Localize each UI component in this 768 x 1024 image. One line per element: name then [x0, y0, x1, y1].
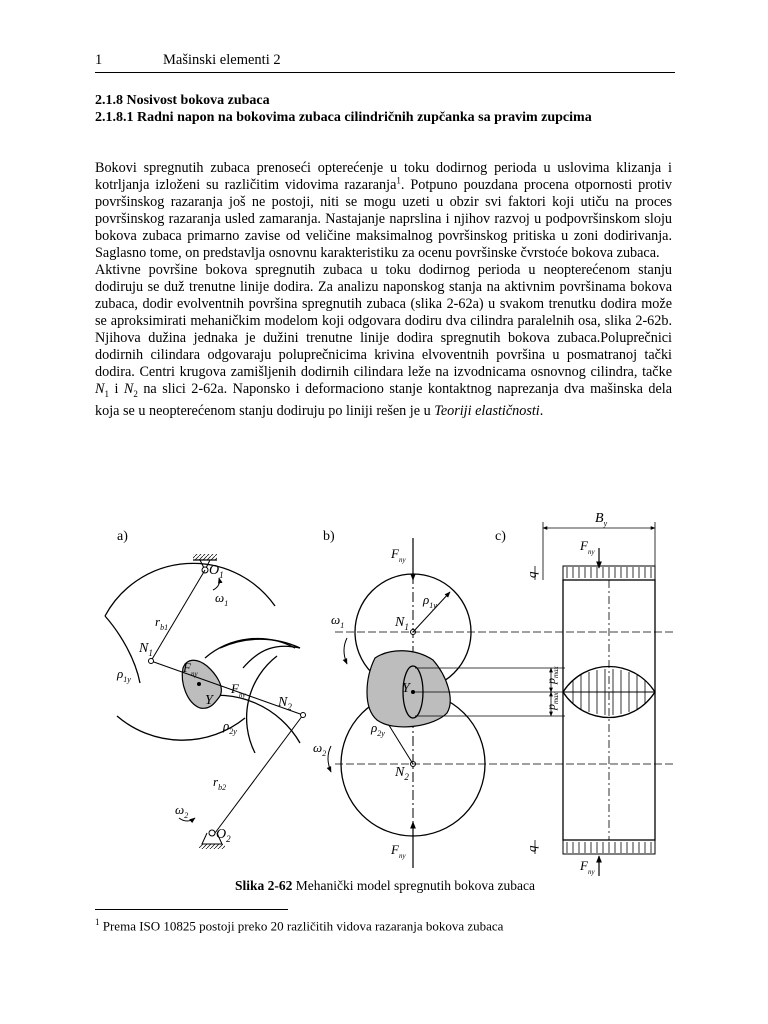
label-omega2-a: $\omega_2$ [175, 802, 189, 820]
label-y-b: Y [402, 681, 410, 696]
label-rho2y-a: $\rho_{2y}$ [223, 718, 237, 736]
label-n1-a: $N_1$ [139, 641, 153, 658]
label-rb1: $r_{b1}$ [155, 614, 169, 632]
footnote-rule [95, 909, 288, 910]
label-fny-c-bot: $F_{ny}$ [580, 858, 595, 876]
label-o1: $O_1$ [209, 563, 224, 580]
paragraph-2: Aktivne površine bokova spregnutih zubaca u toku dodirnog perioda u neopterećenom stanju dodiruju se duž trenutne linije dodira. Za analizu naponskog stanja na aktivnim površinama bokova zubaca, dodir evolventnih površina spregnutih zubaca (slika 2-62a) u svakom trenutku dodira može se aproksimirati mehaničkim modelom koji odgovara dodiru dva cilindra paralelnih osa, slika 2-62b. Njihova dužina jednaka je dužini trenutne linije dodira spregnutih bokova zubaca.Poluprečnici dodirnih cilindara odgovaraju poluprečnicima krivina elvoventnih površina u posmatranoj tački dodira. Centri krugova zamišljenih dodirnih cilindara leže na izvodnicama osnovnog cilindra, tačke $N_1$ i $N_2$ na slici 2-62a. Naponsko i deformaciono stanje kontaktnog naprezanja dva mašinska dela koja se u neopterećenom stanju dodiruju po liniji rešen je u Teoriji elastičnosti. [95, 262, 672, 419]
label-fny-a2: $F_{ny}$ [231, 681, 246, 699]
body-text [95, 160, 672, 420]
label-omega2-b: $\omega_2$ [313, 740, 327, 758]
panel-label-c: c) [495, 529, 506, 544]
label-n1-b: $N_1$ [395, 615, 409, 632]
section-heading: 2.1.8 Nosivost bokova zubaca [95, 93, 270, 108]
label-y-a: Y [205, 693, 213, 708]
label-q-bot: q [524, 845, 539, 852]
paragraph-1: Bokovi spregnutih zubaca prenoseći opterećenje u toku dodirnog perioda u uslovima klizanja i kotrljanja izloženi su različitim vidovima razaranja$^1$. Potpuno pouzdana procena otpornosti protiv površinskog razaranja još ne postoji, niti se mogu uzeti u obzir svi faktori koji utiču na proces površinskog razaranja usled zamaranja. Nastajanje naprslina i njihov razvoj u podpovršinskom sloju bokova zubaca primarno zavise od veličine maksimalnog površinskog pritiska u zoni dodirivanja. Saglasno tome, on predstavlja osnovnu karakteristiku za ocenu površinske čvrstoće bokova zubaca. [95, 160, 672, 261]
page-number: 1 [95, 52, 103, 68]
panel-b-cylinders [313, 538, 485, 868]
label-fny-b-bot: $F_{ny}$ [391, 842, 406, 860]
figure-2-62 [95, 508, 675, 878]
label-pmax-2: $p_{max}$ [544, 692, 560, 710]
label-rho2y-b: $\rho_{2y}$ [371, 720, 385, 738]
label-omega1-b: $\omega_1$ [331, 612, 345, 630]
label-fny-b-top: $F_{ny}$ [391, 546, 406, 564]
label-fny-c-top: $F_{ny}$ [580, 538, 595, 556]
label-rb2: $r_{b2}$ [213, 774, 227, 792]
panel-a-gears [105, 554, 306, 849]
footnote-ref: 1 [396, 175, 401, 186]
figure-drawing [95, 508, 675, 878]
label-pmax-1: $p_{max}$ [544, 666, 560, 684]
page-header [95, 52, 675, 73]
label-q-top: q [524, 571, 539, 578]
panel-c-pressure [524, 511, 655, 876]
label-rho1y-a: $\rho_{1y}$ [117, 666, 131, 684]
label-fny-a1: $F_{ny}$ [183, 660, 198, 678]
figure-caption: Slika 2-62 Mehanički model spregnutih bokova zubaca [235, 878, 535, 893]
panel-label-a: a) [117, 529, 128, 544]
label-o2: $O_2$ [216, 827, 231, 844]
label-rho1y-b: $\rho_{1y}$ [423, 592, 437, 610]
book-title: Mašinski elementi 2 [163, 52, 281, 68]
label-by: $B_y$ [595, 511, 608, 528]
subsection-heading: 2.1.8.1 Radni napon na bokovima zubaca cilindričnih zupčanka sa pravim zupcima [95, 110, 592, 125]
label-n2-b: $N_2$ [395, 765, 409, 782]
panel-label-b: b) [323, 529, 335, 544]
footnote: $^1$ Prema ISO 10825 postoji preko 20 različitih vidova razaranja bokova zubaca [95, 917, 504, 934]
label-n2-a: $N_2$ [278, 695, 292, 712]
label-omega1-a: $\omega_1$ [215, 590, 229, 608]
